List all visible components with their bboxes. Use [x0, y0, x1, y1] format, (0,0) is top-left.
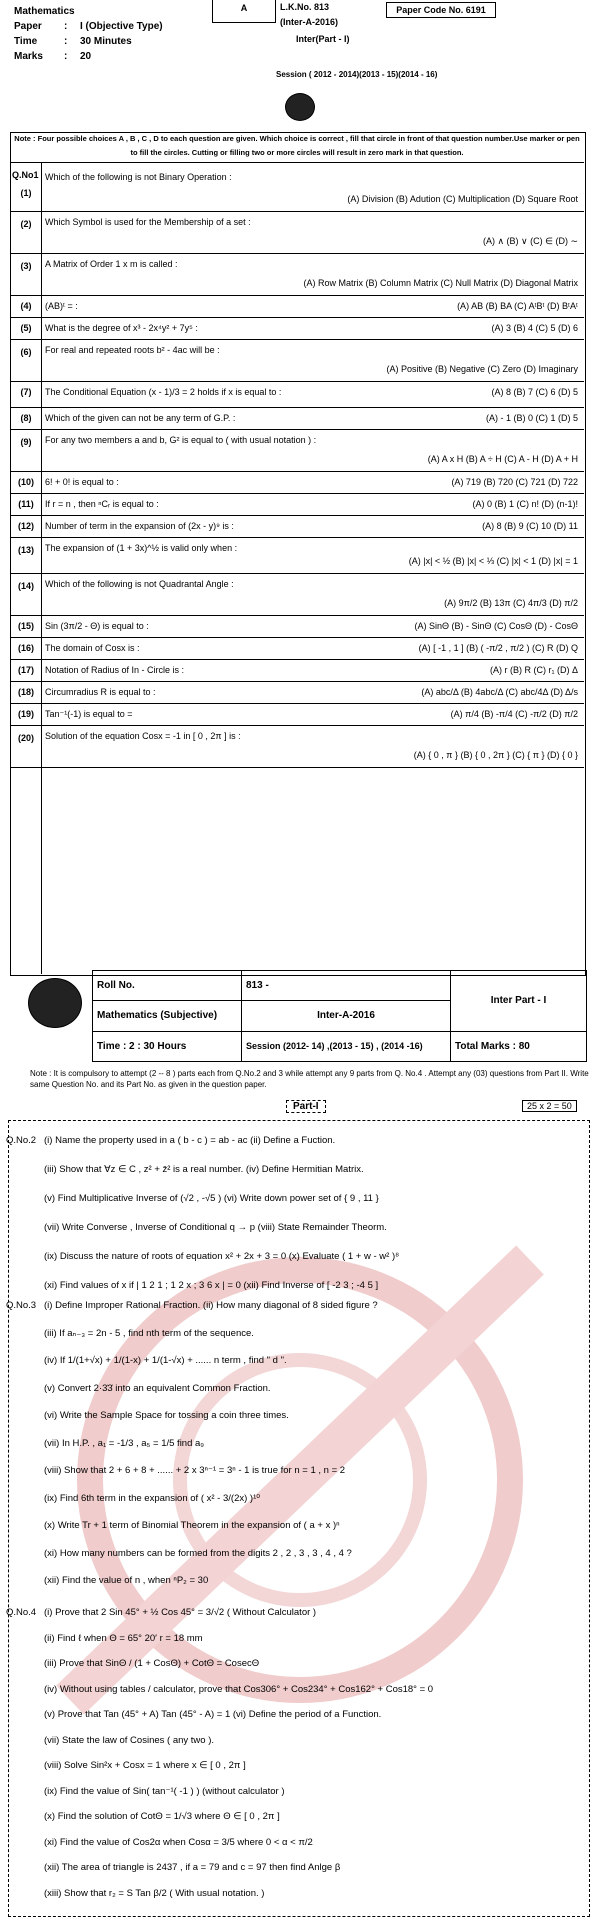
question-number: (2) — [20, 219, 32, 229]
question-options: (A) 9π/2 (B) 13π (C) 4π/3 (D) π/2 — [444, 598, 578, 608]
question-three-part: (viii) Show that 2 + 6 + 8 + ...... + 2 x 3ⁿ⁻¹ = 3ⁿ - 1 is true for n = 1 , n = 2 — [44, 1465, 346, 1476]
objective-question — [10, 162, 584, 212]
objective-question — [10, 407, 584, 430]
objective-question — [10, 615, 584, 638]
question-options: (A) r (B) R (C) r₁ (D) Δ — [489, 665, 578, 675]
subjective-note: Note : It is compulsory to attempt (2 -- 8 ) parts each from Q.No.2 and 3 while attempt any 9 parts from Q. No.4 . Attempt any (03) questions from Part II. Write same Question No. and its Part No. as given in the question paper. — [30, 1069, 589, 1089]
question-three-part: (vii) In H.P. , a₁ = -1/3 , a₅ = 1/5 find a₉ — [44, 1437, 205, 1449]
question-number: (3) — [20, 261, 32, 271]
question-four-part: (x) Find the solution of CotΘ = 1/√3 where Θ ∈ [ 0 , 2π ] — [44, 1811, 280, 1822]
subject-title: Mathematics — [14, 6, 75, 17]
question-options: (A) [ -1 , 1 ] (B) ( -π/2 , π/2 ) (C) R (D) Q — [418, 643, 578, 653]
question-options: (A) SinΘ (B) - SinΘ (C) CosΘ (D) - CosΘ — [414, 621, 578, 631]
question-number: (19) — [17, 709, 34, 719]
question-text: The expansion of (1 + 3x)^½ is valid only when : — [45, 543, 238, 553]
question-number: (13) — [17, 545, 34, 555]
question-options: (A) π/4 (B) -π/4 (C) -π/2 (D) π/2 — [450, 709, 578, 719]
marks-key: Marks — [14, 51, 43, 62]
question-options: (A) Positive (B) Negative (C) Zero (D) Imaginary — [386, 364, 578, 374]
question-text: Solution of the equation Cosx = -1 in [ 0 , 2π ] is : — [45, 731, 241, 741]
question-text: For any two members a and b, G² is equal to ( with usual notation ) : — [45, 435, 317, 445]
objective-question — [10, 681, 584, 704]
question-text: A Matrix of Order 1 x m is called : — [45, 259, 178, 269]
question-three-part: (ix) Find 6th term in the expansion of ( x² - 3/(2x) )¹⁰ — [44, 1492, 261, 1504]
question-three-part: (iii) If aₙ₋₃ = 2n - 5 , find nth term of the sequence. — [44, 1327, 254, 1339]
question-four-part: (ix) Find the value of Sin( tan⁻¹( -1 ) ) (without calculator ) — [44, 1785, 285, 1797]
session-label: Session ( 2012 - 2014)(2013 - 15)(2014 - 16) — [276, 70, 438, 79]
question-text: Which of the following is not Binary Operation : — [45, 172, 232, 182]
part-one-label: Part-I — [286, 1100, 326, 1113]
objective-question — [10, 317, 584, 340]
inter-part-label: Inter(Part - I) — [296, 34, 350, 44]
part-one-marks: 25 x 2 = 50 — [522, 1100, 577, 1112]
time-value: 30 Minutes — [80, 36, 132, 47]
question-text: Tan⁻¹(-1) is equal to = — [45, 709, 133, 719]
question-text: Sin (3π/2 - Θ) is equal to : — [45, 621, 149, 631]
question-four-part: (i) Prove that 2 Sin 45° + ½ Cos 45° = 3/√2 ( Without Calculator ) — [44, 1607, 317, 1618]
question-number: (12) — [17, 521, 34, 531]
objective-question — [10, 253, 584, 296]
question-text: Circumradius R is equal to : — [45, 687, 156, 697]
roll-no-value: 813 - — [242, 971, 451, 1001]
objective-question — [10, 211, 584, 254]
question-options: (A) 719 (B) 720 (C) 721 (D) 722 — [451, 477, 578, 487]
question-options: (A) - 1 (B) 0 (C) 1 (D) 5 — [485, 413, 578, 423]
question-four-part: (vii) State the law of Cosines ( any two ). — [44, 1734, 215, 1746]
question-text: The domain of Cosx is : — [45, 643, 140, 653]
question-number: (9) — [20, 437, 32, 447]
question-four-part: (iv) Without using tables / calculator, prove that Cos306° + Cos234° + Cos162° + Cos18° = 0 — [44, 1683, 434, 1695]
question-number: (4) — [20, 301, 32, 311]
question-number: (10) — [17, 477, 34, 487]
paper-key: Paper — [14, 21, 42, 32]
question-two-part: (vii) Write Converse , Inverse of Conditional q → p (viii) State Remainder Theorm. — [44, 1222, 387, 1233]
question-text: Which of the given can not be any term of G.P. : — [45, 413, 236, 423]
question-two-label: Q.No.2 — [6, 1135, 37, 1146]
question-four-part: (ii) Find ℓ when Θ = 65° 20′ r = 18 mm — [44, 1632, 203, 1644]
question-number: (11) — [18, 499, 34, 509]
question-number: (14) — [17, 581, 34, 591]
subjective-header-table — [92, 970, 587, 1062]
question-options: (A) ∧ (B) ∨ (C) ∈ (D) ∼ — [482, 236, 578, 246]
question-number: (18) — [17, 687, 34, 697]
board-crest-icon — [285, 93, 315, 121]
question-three-part: (v) Convert 2·3̇3̇ into an equivalent Common Fraction. — [44, 1382, 271, 1394]
objective-question — [10, 429, 584, 472]
paper-value: I (Objective Type) — [80, 21, 163, 32]
question-text: The Conditional Equation (x - 1)/3 = 2 holds if x is equal to : — [45, 387, 282, 397]
question-options: (A) { 0 , π } (B) { 0 , 2π } (C) { π } (D) { 0 } — [413, 750, 578, 760]
paper-variant-box: A — [212, 0, 276, 23]
question-options: (A) 8 (B) 9 (C) 10 (D) 11 — [482, 521, 578, 531]
lk-number: L.K.No. 813 — [280, 2, 330, 12]
question-three-part: (i) Define Improper Rational Fraction. (ii) How many diagonal of 8 sided figure ? — [44, 1300, 378, 1311]
question-number: (8) — [20, 413, 32, 423]
objective-question — [10, 381, 584, 408]
question-three-part: (iv) If 1/(1+√x) + 1/(1-x) + 1/(1-√x) + ...... n term , find " d ". — [44, 1355, 287, 1366]
objective-question — [10, 493, 584, 516]
question-options: (A) 8 (B) 7 (C) 6 (D) 5 — [491, 387, 578, 397]
question-options: (A) Row Matrix (B) Column Matrix (C) Null Matrix (D) Diagonal Matrix — [303, 278, 578, 288]
objective-question — [10, 295, 584, 318]
roll-no-label: Roll No. — [93, 971, 242, 1001]
question-two-part: (ix) Discuss the nature of roots of equation x² + 2x + 3 = 0 (x) Evaluate ( 1 + w - w² )⁸ — [44, 1251, 400, 1262]
marks-value: 20 — [80, 51, 92, 62]
subjective-crest-icon — [28, 978, 82, 1028]
objective-question — [10, 659, 584, 682]
question-text: (AB)ᵗ = : — [45, 301, 78, 311]
question-number: (17) — [17, 665, 34, 675]
question-two-part: (i) Name the property used in a ( b - c ) = ab - ac (ii) Define a Fuction. — [44, 1135, 336, 1146]
objective-note: Note : Four possible choices A , B , C , D to each question are given. Which choice is correct , fill that circle in front of that question number.Use marker or pen to fill the circles. Cutting or filling two or more circles will result in zero mark in that question. — [10, 132, 584, 163]
objective-question — [10, 339, 584, 382]
question-options: (A) |x| < ½ (B) |x| < ⅓ (C) |x| < 1 (D) |x| = 1 — [408, 556, 578, 566]
question-four-part: (v) Prove that Tan (45° + A) Tan (45° - A) = 1 (vi) Define the period of a Function. — [44, 1709, 382, 1720]
objective-question — [10, 573, 584, 616]
subjective-total-marks: Total Marks : 80 — [451, 1031, 587, 1061]
objective-question — [10, 637, 584, 660]
subjective-subject: Mathematics (Subjective) — [93, 1001, 242, 1031]
question-options: (A) 0 (B) 1 (C) n! (D) (n-1)! — [472, 499, 578, 509]
objective-header-info: Mathematics Paper : I (Objective Type) Time : 30 Minutes Marks : 20 — [14, 6, 163, 62]
question-number: (7) — [20, 387, 32, 397]
question-four-part: (xiii) Show that r₂ = S Tan β/2 ( With usual notation. ) — [44, 1887, 265, 1899]
question-number: (1) — [20, 188, 32, 198]
question-three-part: (vi) Write the Sample Space for tossing a coin three times. — [44, 1410, 289, 1421]
question-number: (16) — [17, 643, 34, 653]
question-four-part: (xi) Find the value of Cos2α when Cosα = 3/5 where 0 < α < π/2 — [44, 1836, 313, 1848]
objective-question — [10, 703, 584, 726]
question-one-label: Q.No1 — [12, 170, 39, 180]
question-three-label: Q.No.3 — [6, 1300, 37, 1311]
subjective-time: Time : 2 : 30 Hours — [93, 1031, 242, 1061]
question-two-part: (v) Find Multiplicative Inverse of (√2 , -√5 ) (vi) Write down power set of { 9 , 11 } — [44, 1193, 379, 1204]
question-four-part: (viii) Solve Sin²x + Cosx = 1 where x ∈ [ 0 , 2π ] — [44, 1760, 246, 1771]
question-four-part: (iii) Prove that SinΘ / (1 + CosΘ) + CotΘ = CosecΘ — [44, 1658, 260, 1669]
objective-question — [10, 471, 584, 494]
question-text: 6! + 0! is equal to : — [45, 477, 119, 487]
objective-question — [10, 515, 584, 538]
question-options: (A) Division (B) Adution (C) Multiplication (D) Square Root — [347, 194, 578, 204]
paper-code-box: Paper Code No. 6191 — [386, 2, 496, 18]
question-text: Notation of Radius of In - Circle is : — [45, 665, 185, 675]
question-three-part: (xi) How many numbers can be formed from the digits 2 , 2 , 3 , 3 , 4 , 4 ? — [44, 1547, 352, 1559]
question-text: Which of the following is not Quadrantal Angle : — [45, 579, 234, 589]
question-text: For real and repeated roots b² - 4ac will be : — [45, 345, 220, 355]
subjective-inter-a: Inter-A-2016 — [242, 1001, 451, 1031]
question-text: If r = n , then ⁿCᵣ is equal to : — [45, 499, 159, 509]
question-two-part: (iii) Show that ∀z ∈ C , z² + z̄² is a real number. (iv) Define Hermitian Matrix. — [44, 1164, 364, 1175]
question-two-part: (xi) Find values of x if | 1 2 1 ; 1 2 x ; 3 6 x | = 0 (xii) Find Inverse of [ -2 3 ; -4 5 ] — [44, 1280, 379, 1291]
question-number: (20) — [17, 733, 34, 743]
question-three-part: (xii) Find the value of n , when ⁿP₂ = 30 — [44, 1575, 209, 1586]
time-key: Time — [14, 36, 38, 47]
question-number: (5) — [20, 323, 32, 333]
subjective-session: Session (2012- 14) ,(2013 - 15) , (2014 -16) — [242, 1031, 451, 1061]
inter-a-label: (Inter-A-2016) — [280, 17, 339, 27]
subjective-part-label: Inter Part - I — [451, 971, 587, 1032]
subjective-section — [8, 1120, 590, 1917]
question-number: (6) — [20, 347, 32, 357]
question-options: (A) A x H (B) A ÷ H (C) A - H (D) A + H — [427, 454, 578, 464]
question-text: Number of term in the expansion of (2x - y)⁹ is : — [45, 521, 234, 531]
objective-question — [10, 537, 584, 574]
objective-question — [10, 725, 584, 768]
question-four-label: Q.No.4 — [6, 1607, 37, 1618]
question-options: (A) AB (B) BA (C) AᵗBᵗ (D) BᵗAᵗ — [457, 301, 578, 311]
question-text: Which Symbol is used for the Membership of a set : — [45, 217, 251, 227]
question-text: What is the degree of x³ - 2x⁴y² + 7y⁵ : — [45, 323, 198, 333]
question-three-part: (x) Write Tr + 1 term of Binomial Theorem in the expansion of ( a + x )ⁿ — [44, 1520, 340, 1531]
question-options: (A) abc/Δ (B) 4abc/Δ (C) abc/4Δ (D) Δ/s — [421, 687, 578, 697]
question-four-part: (xii) The area of triangle is 2437 , if a = 79 and c = 97 then find Anlge β — [44, 1862, 341, 1873]
question-options: (A) 3 (B) 4 (C) 5 (D) 6 — [491, 323, 578, 333]
question-number: (15) — [17, 621, 34, 631]
